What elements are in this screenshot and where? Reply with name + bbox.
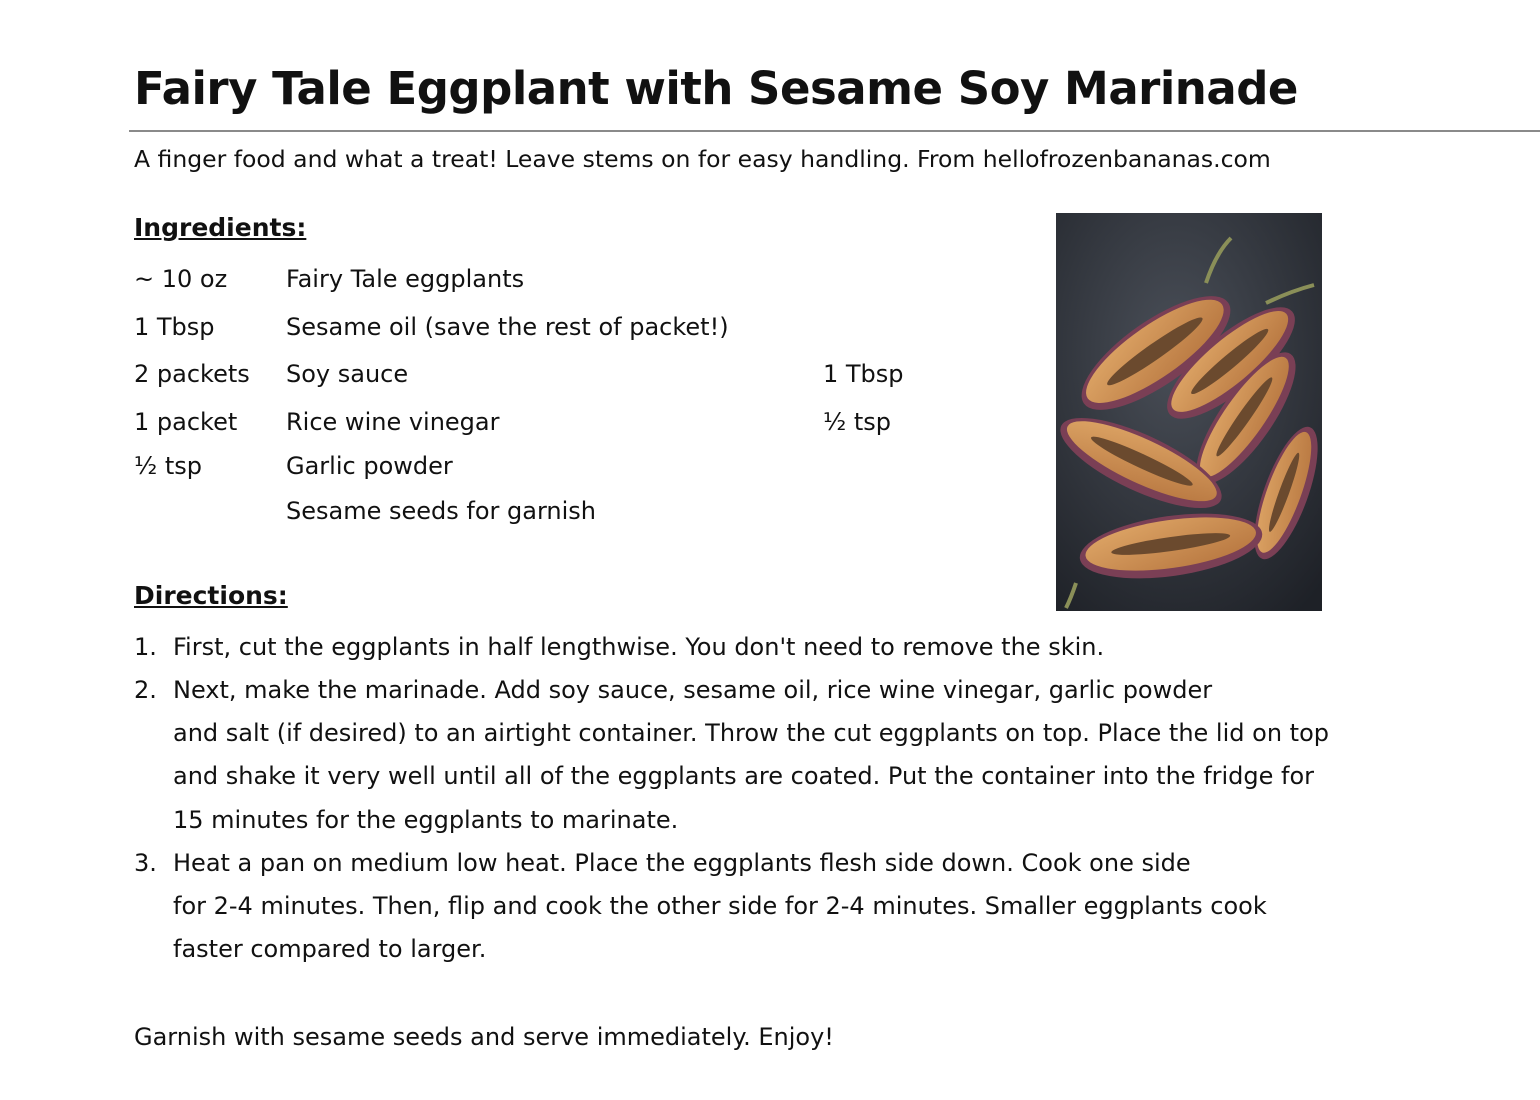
eggplant-photo — [1056, 213, 1322, 611]
step-number: 2. — [134, 676, 157, 704]
eggplant-photo-icon — [1056, 213, 1322, 611]
ingredient-row — [134, 265, 954, 297]
closing-note: Garnish with sesame seeds and serve immediately. Enjoy! — [134, 1023, 834, 1051]
ingredient-row — [134, 313, 954, 345]
directions-heading: Directions: — [134, 581, 288, 610]
ingredient-row — [134, 497, 954, 529]
ingredient-quantity: 1 Tbsp — [134, 313, 215, 341]
step-number: 3. — [134, 849, 157, 877]
ingredient-quantity: ~ 10 oz — [134, 265, 228, 293]
ingredients-heading: Ingredients: — [134, 213, 307, 242]
recipe-description: A finger food and what a treat! Leave stems on for easy handling. From hellofrozenbananas.com — [134, 145, 1271, 173]
step-text: for 2-4 minutes. Then, flip and cook the other side for 2-4 minutes. Smaller eggplants cook — [173, 892, 1267, 920]
recipe-title: Fairy Tale Eggplant with Sesame Soy Marinade — [134, 62, 1298, 115]
ingredient-quantity: ½ tsp — [134, 452, 203, 480]
ingredient-alt-quantity: 1 Tbsp — [823, 360, 904, 388]
step-text: and shake it very well until all of the eggplants are coated. Put the container into the fridge for — [173, 762, 1315, 790]
ingredient-name: Rice wine vinegar — [286, 408, 500, 436]
step-text: and salt (if desired) to an airtight container. Throw the cut eggplants on top. Place the lid on top — [173, 719, 1329, 747]
step-text: Heat a pan on medium low heat. Place the eggplants flesh side down. Cook one side — [173, 849, 1191, 877]
ingredient-quantity: 1 packet — [134, 408, 238, 436]
step-text: Next, make the marinade. Add soy sauce, sesame oil, rice wine vinegar, garlic powder — [173, 676, 1213, 704]
title-divider — [129, 130, 1540, 132]
step-text: First, cut the eggplants in half lengthwise. You don't need to remove the skin. — [173, 633, 1105, 661]
ingredient-name: Fairy Tale eggplants — [286, 265, 525, 293]
ingredient-alt-quantity: ½ tsp — [823, 408, 892, 436]
ingredient-name: Sesame oil (save the rest of packet!) — [286, 313, 729, 341]
ingredient-name: Soy sauce — [286, 360, 409, 388]
ingredient-row — [134, 408, 954, 440]
ingredient-quantity: 2 packets — [134, 360, 250, 388]
ingredient-row — [134, 452, 954, 484]
ingredient-row — [134, 360, 954, 392]
ingredient-name: Garlic powder — [286, 452, 453, 480]
step-number: 1. — [134, 633, 157, 661]
step-text: faster compared to larger. — [173, 935, 487, 963]
ingredient-name: Sesame seeds for garnish — [286, 497, 596, 525]
step-text: 15 minutes for the eggplants to marinate. — [173, 806, 679, 834]
